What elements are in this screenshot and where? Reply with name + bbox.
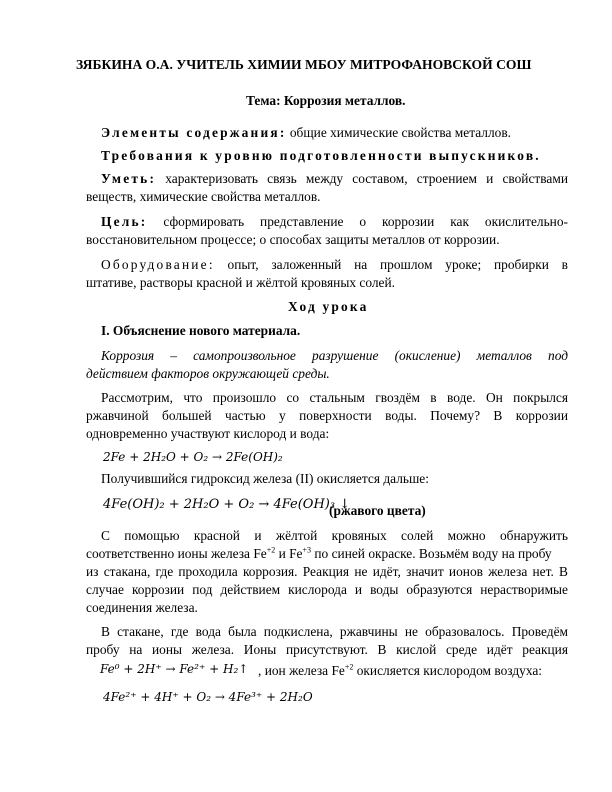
definition-line-2: действием факторов окружающей среды. xyxy=(86,366,330,381)
content-elements-text: общие химические свойства металлов. xyxy=(286,125,512,140)
paragraph-2: Получившийся гидроксид железа (II) окисляется дальше: xyxy=(101,471,429,486)
content-elements-label: Элементы содержания: xyxy=(101,125,287,140)
equipment-line-1: Оборудование: опыт, заложенный на прошлом уроке; пробирки в xyxy=(101,257,568,272)
topic-title: Тема: Коррозия металлов. xyxy=(246,93,406,108)
skills-label: Уметь: xyxy=(101,171,157,186)
paragraph-4-line-2: пробу на ионы железа. Ионы присутствуют. В кислой среде идёт реакция xyxy=(86,642,568,657)
equation-4: 4Fe²⁺ + 4H⁺ + O₂ → 4Fe³⁺ + 2H₂O xyxy=(103,690,313,704)
lesson-title: Ход урока xyxy=(288,299,369,314)
skills-line-1: Уметь: характеризовать связь между составом, строением и свойствами xyxy=(101,171,568,186)
author-header: ЗЯБКИНА О.А. УЧИТЕЛЬ ХИМИИ МБОУ МИТРОФАНОВСКОЙ СОШ xyxy=(76,57,532,72)
paragraph-3-line-1: С помощью красной и жёлтой кровяных солей можно обнаружить xyxy=(101,528,568,543)
paragraph-4-line-1: В стакане, где вода была подкислена, ржавчины не образовалось. Проведём xyxy=(101,624,568,639)
section-heading: I. Объяснение нового материала. xyxy=(101,323,301,338)
equation-2: 4Fe(OH)₂ + 2H₂O + O₂ → 4Fe(OH)₃ ↓ xyxy=(103,497,351,512)
content-elements xyxy=(101,124,511,142)
paragraph-1-line-1: Рассмотрим, что произошло со стальным гвоздём в воде. Он покрылся xyxy=(101,390,568,405)
equation-2-note: (ржавого цвета) xyxy=(329,503,426,518)
definition-line-1: Коррозия – самопроизвольное разрушение (окисление) металлов под xyxy=(101,348,568,363)
paragraph-3-line-3: из стакана, где проходила коррозия. Реакция не идёт, значит ионов железа нет. В xyxy=(86,564,568,579)
skills-line-2: веществ, химические свойства металлов. xyxy=(86,189,321,204)
equipment-line-2: штативе, растворы красной и жёлтой кровяных солей. xyxy=(86,275,395,290)
equipment-label: Оборудование: xyxy=(101,257,215,272)
equation-1: 2Fe + 2H₂O + O₂ → 2Fe(OH)₂ xyxy=(103,450,283,464)
paragraph-1-line-3: одновременно участвуют кислород и вода: xyxy=(86,426,330,441)
paragraph-3-line-5: соединения железа. xyxy=(86,600,198,615)
goal-line-2: восстановительном процессе; о способах защиты металлов от коррозии. xyxy=(86,232,500,247)
goal-line-1: Цель: сформировать представление о коррозии как окислительно- xyxy=(101,214,568,229)
goal-label: Цель: xyxy=(101,214,148,229)
paragraph-3-line-2: соответственно ионы железа $Fe^{+2}$ и $Fe^{+3}$ по синей окраске. Возьмём воду на пробу xyxy=(86,545,552,561)
equation-3: Fe⁰ + 2H⁺ → Fe²⁺ + H₂↑ xyxy=(100,662,249,676)
paragraph-3-line-4: случае коррозии под действием кислорода и воды образуются нерастворимые xyxy=(86,582,568,597)
paragraph-1-line-2: ржавчиной большей частью у поверхности воды. Почему? В коррозии xyxy=(86,408,568,423)
paragraph-4-line-3: , ион железа $Fe^{+2}$ окисляется кислородом воздуха: xyxy=(258,662,543,678)
requirements-heading: Требования к уровню подготовленности выпускников. xyxy=(101,148,541,163)
